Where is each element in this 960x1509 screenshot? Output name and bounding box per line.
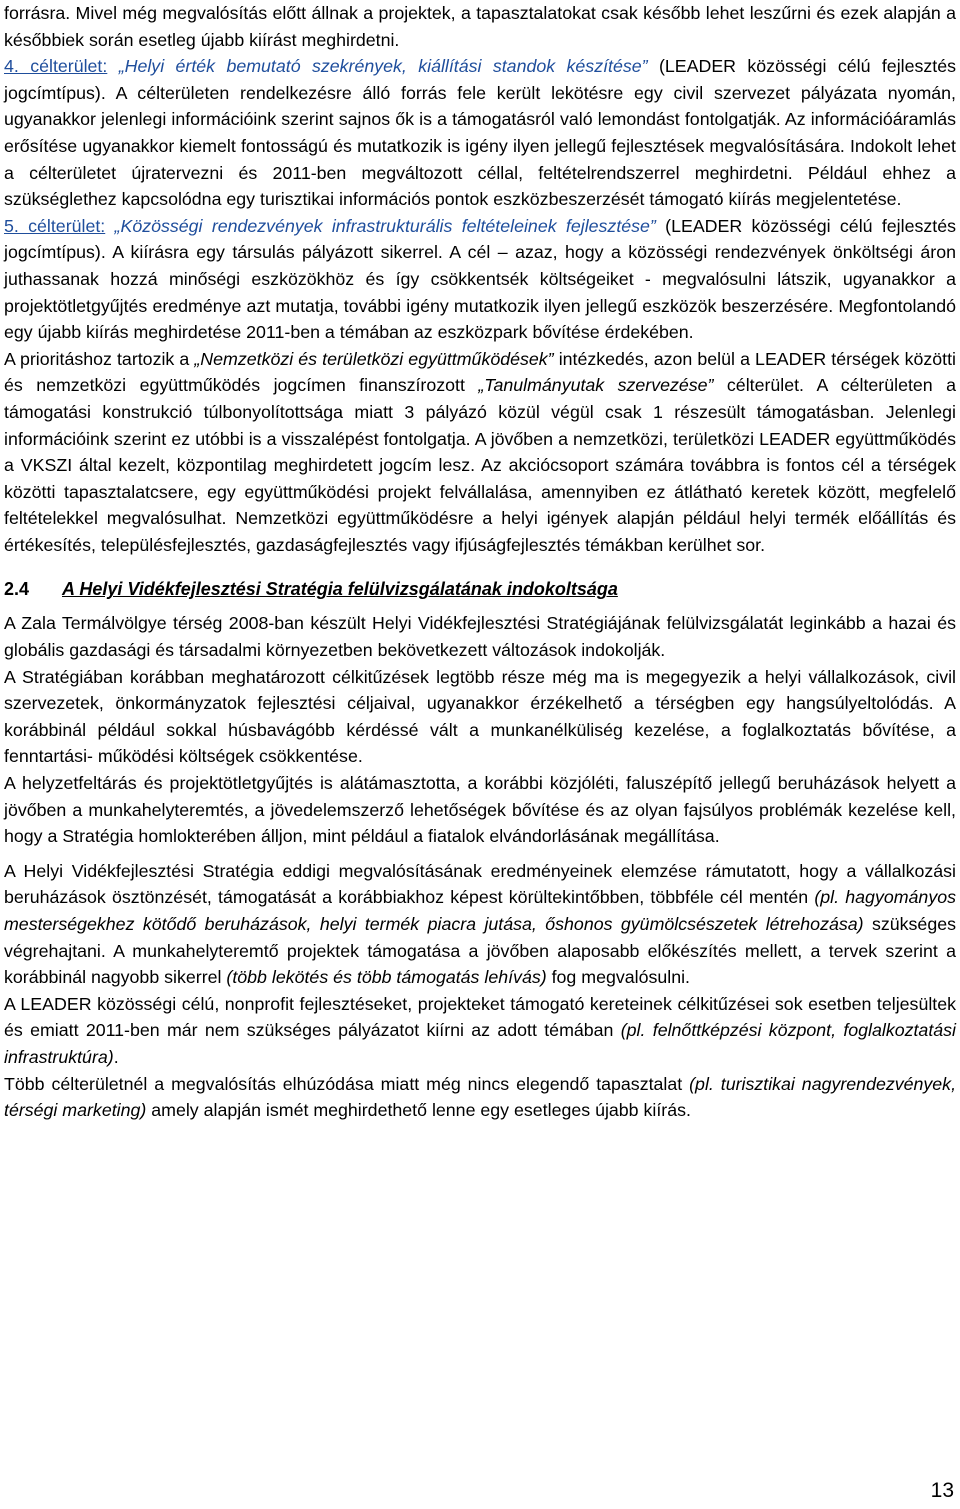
section-2-text: A Stratégiában korábban meghatározott célkitűzések legtöbb része még ma is megegyezik a helyi vállalkozások, civil szervezetek, önkormányzatok fejlesztési céljaival, ugyanakkor érzékelhető a térségben egy hangsúlyeltolódás. A korábbinál például sokkal húsbavágóbb kérdéssé vált a munkanélküliség kezelése, a foglalkoztatás bővítése, a fenntartási- működési költségek csökkentése.	[4, 666, 956, 767]
section-4-text-c: szükséges végrehajtani. A munkahelyteremtő projektek támogatása a jövőben alaposabb előkészítés mellett, a tervek szerint a korábbinál nagyobb sikerrel	[4, 914, 956, 988]
section-3-text: A helyzetfeltárás és projektötletgyűjtés is alátámasztotta, a korábbi közjóléti, faluszépítő jellegű beruházások helyett a jövőben a munkahelyteremtés, a jövedelemszerző lehetőségek bővítése és az olyan fajsúlyos problémák kezelése kell, hogy a Stratégia homlokterében álljon, mint például a fiatalok elvándorlásának megállítása.	[4, 773, 956, 847]
priority-text-e: célterület. A célterületen a támogatási konstrukció túlbonyolítottsága miatt 3 pályázó közül végül csak 1 részesült támogatásban. Jelenlegi információink szerint ez utóbbi is a visszalépést fontolgatja. A jövőben a nemzetközi, területközi LEADER együttműködés a VKSZI által kezelt, központilag meghirdetett jogcím lesz. Az akciócsoport számára továbbra is fontos cél a térségek közötti tapasztalatcsere, egy együttműködési projekt felvállalása, amennyiben ez átlátható keretek között, megfelelő feltételekkel megvalósulhat. Nemzetközi együttműködésre a helyi igények alapján például helyi termék előállítás és értékesítés, településfejlesztés, gazdaságfejlesztés vagy ifjúságfejlesztés témákban kerülhet sor.	[4, 375, 956, 555]
intro-text: forrásra. Mivel még megvalósítás előtt állnak a projektek, a tapasztalatokat csak később lehet leszűrni és ezek alapján a későbbiek során esetleg újabb kiírást meghirdetni.	[4, 3, 956, 50]
paragraph-section-4	[4, 858, 956, 991]
section-4-note: (több lekötés és több támogatás lehívás)	[226, 967, 547, 988]
target-area-5-text: (LEADER közösségi célú fejlesztés jogcímtípus). A kiírásra egy társulás pályázott sikerrel. A cél – azaz, hogy a közösségi rendezvények önköltségi áron juthassanak hozzá minőségi eszközökhöz és így csökkentsék költségeiket - megvalósulni látszik, ugyanakkor a projektötletgyűjtés eredménye azt mutatja, további igény mutatkozik ilyen jellegű eszközök beszerzésére. Megfontolandó egy újabb kiírás meghirdetése 2011-ben a témában az eszközpark bővítése érdekében.	[4, 215, 956, 343]
target-area-5-title: „Közösségi rendezvények infrastrukturális feltételeinek fejlesztése”	[114, 215, 656, 236]
section-5-text-c: .	[113, 1046, 119, 1067]
paragraph-section-5	[4, 991, 956, 1071]
section-number: 2.4	[4, 579, 30, 600]
priority-measure-title: „Nemzetközi és területközi együttműködések”	[194, 348, 554, 369]
paragraph-section-6	[4, 1071, 956, 1124]
paragraph-intro	[4, 0, 956, 53]
section-5-text-a: A LEADER közösségi célú, nonprofit fejlesztéseket, projekteket támogató kereteinek célkitűzései sok esetben teljesültek és emiatt 2011-ben már nem szükséges pályázatot kiírni az adott témában	[4, 993, 956, 1041]
target-area-4-label: 4. célterület:	[4, 56, 108, 77]
page-number: 13	[930, 1479, 954, 1502]
paragraph-target-area-4	[4, 53, 956, 213]
target-area-4-title: „Helyi érték bemutató szekrények, kiállítási standok készítése”	[118, 56, 648, 77]
paragraph-section-3	[4, 770, 956, 850]
section-4-text-e: fog megvalósulni.	[546, 967, 690, 988]
paragraph-priority	[4, 346, 956, 559]
target-area-4-text: (LEADER közösségi célú fejlesztés jogcímtípus). A célterületen rendelkezésre álló forrás fele került lekötésre egy civil szervezet pályázata nyomán, ugyanakkor jelenlegi információink szerint sajnos ők is a támogatásról való lemondást fontolgatják. Az információáramlás erősítése ugyanakkor kiemelt fontosságú és mutatkozik is igény ilyen jellegű fejlesztések megvalósítására. Indokolt lehet a célterületet újratervezni és 2011-ben megváltozott céllal, feltételrendszerrel meghirdetni. Például ehhez a szükséglethez kapcsolódna egy turisztikai információs pontok eszközbeszerzését támogató kiírás megjelentetése.	[4, 56, 956, 210]
section-4-text-a: A Helyi Vidékfejlesztési Stratégia eddigi megvalósításának eredményeinek elemzése rámutatott, hogy a vállalkozási beruházások ösztönzését, támogatását a korábbiakhoz képest körültekintőbben, többféle cél mentén	[4, 860, 956, 908]
paragraph-section-1	[4, 610, 956, 663]
section-6-text-c: amely alapján ismét meghirdethető lenne egy esetleges újabb kiírás.	[146, 1100, 691, 1121]
priority-target-title: „Tanulmányutak szervezése”	[478, 375, 714, 396]
document-page	[4, 0, 956, 1124]
section-6-example: (pl. turisztikai nagyrendezvények, térségi marketing)	[4, 1073, 957, 1121]
paragraph-target-area-5	[4, 213, 956, 346]
paragraph-section-2	[4, 664, 956, 770]
priority-text-c: intézkedés, azon belül a LEADER térségek közötti és nemzetközi együttműködés jogcímen finanszírozott	[4, 348, 956, 396]
section-4-example: (pl. hagyományos mesterségekhez kötődő beruházások, helyi termék piacra jutása, őshonos gyümölcsészetek létrehozása)	[4, 887, 956, 934]
section-title: A Helyi Vidékfejlesztési Stratégia felülvizsgálatának indokoltsága	[62, 579, 618, 600]
section-6-text-a: Több célterületnél a megvalósítás elhúzódása miatt még nincs elegendő tapasztalat	[4, 1073, 690, 1094]
section-1-text: A Zala Termálvölgye térség 2008-ban készült Helyi Vidékfejlesztési Stratégiájának felülvizsgálatát leginkább a hazai és globális gazdasági és társadalmi környezetben bekövetkezett változások indokolják.	[4, 613, 956, 661]
priority-text-a: A prioritáshoz tartozik a	[4, 348, 195, 369]
section-heading	[4, 576, 956, 602]
section-5-example: (pl. felnőttképzési központ, foglalkoztatási infrastruktúra)	[4, 1020, 956, 1067]
target-area-5-label: 5. célterület:	[4, 215, 106, 236]
